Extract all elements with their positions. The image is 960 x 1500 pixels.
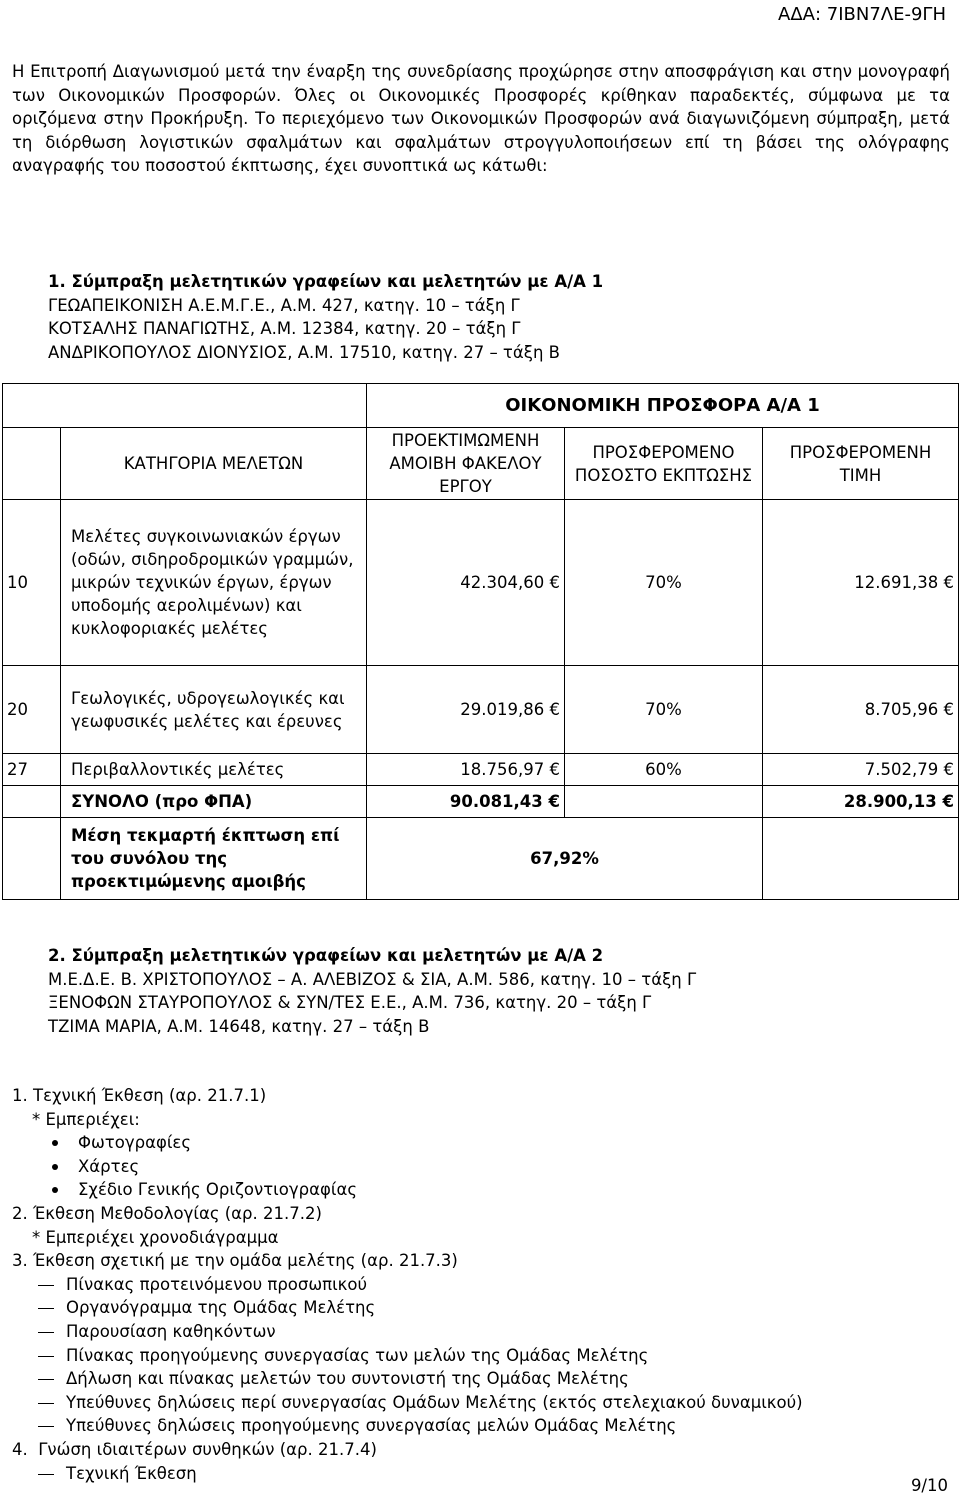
dash-item: Τεχνική Έκθεση [12,1462,803,1486]
dash-item: Πίνακας προηγούμενης συνεργασίας των μελών της Ομάδας Μελέτης [12,1344,803,1368]
table-header-row [3,428,959,500]
doc-item: 3. Έκθεση σχετική με την ομάδα μελέτης (αρ. 21.7.3) [12,1251,458,1271]
section-2 [48,944,696,1038]
header-estimated: ΠΡΟΕΚΤΙΜΩΜΕΝΗ ΑΜΟΙΒΗ ΦΑΚΕΛΟΥ ΕΡΓΟΥ [367,428,565,500]
dash-item: Οργανόγραμμα της Ομάδας Μελέτης [12,1296,803,1320]
euro-symbol: € [549,760,560,779]
row-discount: 70% [565,666,763,754]
bullet-item: Φωτογραφίες [12,1131,803,1155]
header-price: ΠΡΟΣΦΕΡΟΜΕΝΗ ΤΙΜΗ [763,428,959,500]
euro-symbol: € [943,700,954,719]
euro-symbol: € [942,792,954,811]
euro-symbol: € [943,760,954,779]
section-1-title: 1. Σύμπραξη μελετητικών γραφείων και μελετητών με Α/Α 1 [48,272,604,291]
header-discount: ΠΡΟΣΦΕΡΟΜΕΝΟ ΠΟΣΟΣΤΟ ΕΚΠΤΩΣΗΣ [565,428,763,500]
doc-note: * Εμπεριέχει χρονοδιάγραμμα [32,1227,279,1247]
euro-symbol: € [549,700,560,719]
total-estimated: 90.081,43 € [367,786,565,818]
average-value: 67,92% [367,818,763,900]
euro-symbol: € [548,792,560,811]
page-number: 9/10 [910,1476,948,1495]
row-price: 8.705,96 € [763,666,959,754]
section-2-member: ΞΕΝΟΦΩΝ ΣΤΑΥΡΟΠΟΥΛΟΣ & ΣΥΝ/ΤΕΣ Ε.Ε., Α.Μ. 736, κατηγ. 20 – τάξη Γ [48,993,652,1012]
total-price: 28.900,13 € [763,786,959,818]
section-2-member: Μ.Ε.Δ.Ε. Β. ΧΡΙΣΤΟΠΟΥΛΟΣ – Α. ΑΛΕΒΙΖΟΣ & ΣΙΑ, Α.Μ. 586, κατηγ. 10 – τάξη Γ [48,969,697,989]
row-description: Μελέτες συγκοινωνιακών έργων (οδών, σιδηροδρομικών γραμμών, μικρών τεχνικών έργων, έργων υποδομής αερολιμένων) και κυκλοφοριακές μελέτες [61,500,367,666]
section-1 [48,270,603,364]
dash-item: Πίνακας προτεινόμενου προσωπικού [12,1273,803,1297]
average-label: Μέση τεκμαρτή έκπτωση επί του συνόλου της προεκτιμώμενης αμοιβής [61,818,367,900]
total-row [3,786,959,818]
row-estimated: 18.756,97 € [367,754,565,786]
doc-item: 1. Τεχνική Έκθεση (αρ. 21.7.1) [12,1086,267,1105]
dash-item: Υπεύθυνες δηλώσεις προηγούμενης συνεργασίας μελών Ομάδας Μελέτης [12,1414,803,1438]
table-title-row [3,384,959,428]
row-code: 20 [3,666,61,754]
row-description: Περιβαλλοντικές μελέτες [61,754,367,786]
row-price: 7.502,79 € [763,754,959,786]
section-2-title: 2. Σύμπραξη μελετητικών γραφείων και μελετητών με Α/Α 2 [48,946,604,965]
ada-code: ΑΔΑ: 7ΙΒΝ7ΛΕ-9ΓΗ [778,4,946,25]
table-row [3,754,959,786]
header-category: ΚΑΤΗΓΟΡΙΑ ΜΕΛΕΤΩΝ [61,428,367,500]
row-discount: 70% [565,500,763,666]
row-code: 10 [3,500,61,666]
euro-symbol: € [549,573,560,592]
row-estimated: 42.304,60 € [367,500,565,666]
bullet-item: Χάρτες [12,1155,803,1179]
euro-symbol: € [943,573,954,592]
section-2-member: ΤΖΙΜΑ ΜΑΡΙΑ, Α.Μ. 14648, κατηγ. 27 – τάξη Β [48,1016,430,1036]
section-1-member: ΚΟΤΣΑΛΗΣ ΠΑΝΑΓΙΩΤΗΣ, Α.Μ. 12384, κατηγ. 20 – τάξη Γ [48,319,521,338]
doc-note: * Εμπεριέχει: [32,1109,140,1129]
row-estimated: 29.019,86 € [367,666,565,754]
doc-item: 4. Γνώση ιδιαιτέρων συνθηκών (αρ. 21.7.4) [12,1439,377,1459]
dash-item: Δήλωση και πίνακας μελετών του συντονιστή της Ομάδας Μελέτης [12,1367,803,1391]
row-code: 27 [3,754,61,786]
dash-item: Υπεύθυνες δηλώσεις περί συνεργασίας Ομάδων Μελέτης (εκτός στελεχιακού δυναμικού) [12,1391,803,1415]
offer-table [2,383,959,900]
average-row [3,818,959,900]
row-description: Γεωλογικές, υδρογεωλογικές και γεωφυσικές μελέτες και έρευνες [61,666,367,754]
row-price: 12.691,38 € [763,500,959,666]
total-label: ΣΥΝΟΛΟ (προ ΦΠΑ) [61,786,367,818]
table-row [3,666,959,754]
table-title: ΟΙΚΟΝΟΜΙΚΗ ΠΡΟΣΦΟΡΑ Α/Α 1 [367,384,959,428]
dash-item: Παρουσίαση καθηκόντων [12,1320,803,1344]
doc-item: 2. Έκθεση Μεθοδολογίας (αρ. 21.7.2) [12,1203,322,1223]
section-1-member: ΓΕΩΑΠΕΙΚΟΝΙΣΗ Α.Ε.Μ.Γ.Ε., Α.Μ. 427, κατηγ. 10 – τάξη Γ [48,295,520,315]
intro-paragraph: Η Επιτροπή Διαγωνισμού μετά την έναρξη της συνεδρίασης προχώρησε στην αποσφράγιση και στην μονογραφή των Οικονομικών Προσφορών. Όλες οι Οικονομικές Προσφορές κρίθηκαν παραδεκτές, σύμφωνα με τα οριζόμενα στην Προκήρυξη. Το περιεχόμενο των Οικονομικών Προσφορών ανά διαγωνιζόμενη σύμπραξη, μετά τη διόρθωση λογιστικών σφαλμάτων και σφαλμάτων στρογγυλοποιήσεων επί τη βάσει της ολόγραφης αναγραφής του ποσοστού έκπτωσης, έχει συνοπτικά ως κάτωθι: [12,62,950,175]
bullet-item: Σχέδιο Γενικής Οριζοντιογραφίας [12,1178,803,1202]
row-discount: 60% [565,754,763,786]
table-row [3,500,959,666]
documents-list [12,1084,803,1485]
section-1-member: ΑΝΔΡΙΚΟΠΟΥΛΟΣ ΔΙΟΝΥΣΙΟΣ, Α.Μ. 17510, κατηγ. 27 – τάξη Β [48,342,560,362]
